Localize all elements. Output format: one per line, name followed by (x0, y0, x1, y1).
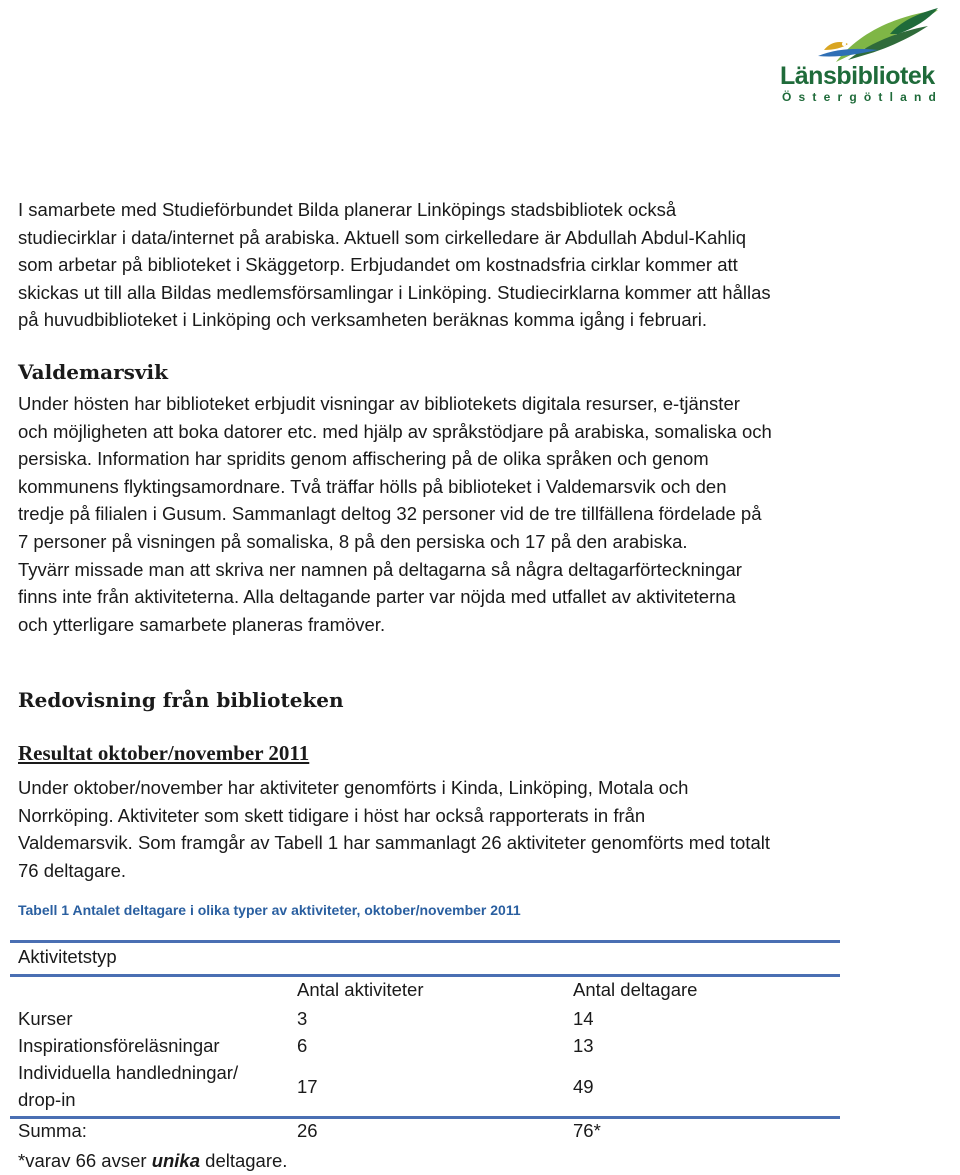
table-total-rule (10, 1116, 840, 1119)
paragraph-line: Valdemarsvik. Som framgår av Tabell 1 har sammanlagt 26 aktiviteter genomförts med totalt (18, 832, 770, 854)
table-row-type: Inspirationsföreläsningar (18, 1035, 220, 1056)
paragraph-line: som arbetar på biblioteket i Skäggetorp. Erbjudandet om kostnadsfria cirklar kommer att (18, 254, 738, 276)
logo-name: Länsbibliotek (780, 62, 935, 90)
paragraph-line: Tyvärr missade man att skriva ner namnen på deltagarna så några deltagarförteckningar (18, 558, 742, 580)
paragraph-line: 7 personer på visningen på somaliska, 8 på den persiska och 17 på den arabiska. (18, 530, 688, 552)
table-row-type-continued: drop-in (18, 1089, 76, 1110)
table-top-rule (10, 940, 840, 943)
paragraph-line: Under oktober/november har aktiviteter genomförts i Kinda, Linköping, Motala och (18, 777, 689, 798)
table-row-activities: 3 (297, 1008, 308, 1029)
valdemarsvik-heading: Valdemarsvik (18, 360, 168, 384)
paragraph-line: Norrköping. Aktiviteter som skett tidigare i höst har också rapporterats in från (18, 804, 646, 826)
paragraph-line: och ytterligare samarbete planeras framöver. (18, 613, 386, 635)
table-row-activities: 17 (297, 1076, 318, 1097)
table-row-type: Kurser (18, 1008, 73, 1029)
table-row-participants: 49 (573, 1076, 594, 1097)
paragraph-line: persiska. Information har spridits genom affischering på de olika språken och genom (18, 448, 709, 470)
logo-region: Östergötland (782, 90, 944, 104)
paragraph-line: Under hösten har biblioteket erbjudit visningar av bibliotekets digitala resurser, e-tjänster (18, 393, 740, 414)
footnote-suffix: deltagare. (200, 1150, 288, 1171)
paragraph-line: finns inte från aktiviteterna. Alla deltagande parter var nöjda med utfallet av aktiviteterna (18, 586, 736, 608)
table-row-activities: 6 (297, 1035, 308, 1056)
paragraph-line: tredje på filialen i Gusum. Sammanlagt deltog 32 personer vid de tre tillfällena fördelade på (18, 503, 762, 525)
table-total-activities: 26 (297, 1120, 318, 1141)
valdemarsvik-paragraph (18, 390, 898, 638)
table-footnote (18, 1150, 287, 1172)
paragraph-line: 76 deltagare. (18, 859, 127, 881)
paragraph-line: och möjligheten att boka datorer etc. med hjälp av språkstödjare på arabiska, somaliska och (18, 420, 772, 442)
table-caption: Tabell 1 Antalet deltagare i olika typer av aktiviteter, oktober/november 2011 (18, 902, 521, 918)
table-row-participants: 14 (573, 1008, 594, 1029)
bird-emblem-icon (778, 4, 948, 66)
results-subheading: Resultat oktober/november 2011 (18, 741, 310, 765)
table-row-type: Individuella handledningar/ (18, 1062, 239, 1083)
report-heading: Redovisning från biblioteken (18, 688, 344, 712)
column-header-activities: Antal aktiviteter (297, 979, 424, 1000)
table-header-rule (10, 974, 840, 977)
results-paragraph (18, 774, 898, 884)
table-row-participants: 13 (573, 1035, 594, 1056)
paragraph-line: studiecirklar i data/internet på arabiska. Aktuell som cirkelledare är Abdullah Abdul-Kahliq (18, 226, 747, 248)
paragraph-line: skickas ut till alla Bildas medlemsförsamlingar i Linköping. Studiecirklarna kommer att hållas (18, 281, 771, 303)
table-total-label: Summa: (18, 1120, 87, 1141)
lansbibliotek-logo (778, 4, 948, 104)
paragraph-line: på huvudbiblioteket i Linköping och verksamheten beräknas komma igång i februari. (18, 309, 708, 331)
column-header-type: Aktivitetstyp (18, 946, 117, 967)
table-total-participants: 76* (573, 1120, 601, 1141)
intro-paragraph (18, 196, 898, 334)
paragraph-line: I samarbete med Studieförbundet Bilda planerar Linköpings stadsbibliotek också (18, 199, 677, 220)
paragraph-line: kommunens flyktingsamordnare. Två träffar hölls på biblioteket i Valdemarsvik och den (18, 475, 727, 497)
footnote-prefix: *varav 66 avser (18, 1150, 152, 1171)
column-header-participants: Antal deltagare (573, 979, 698, 1000)
footnote-emphasis: unika (151, 1150, 201, 1171)
